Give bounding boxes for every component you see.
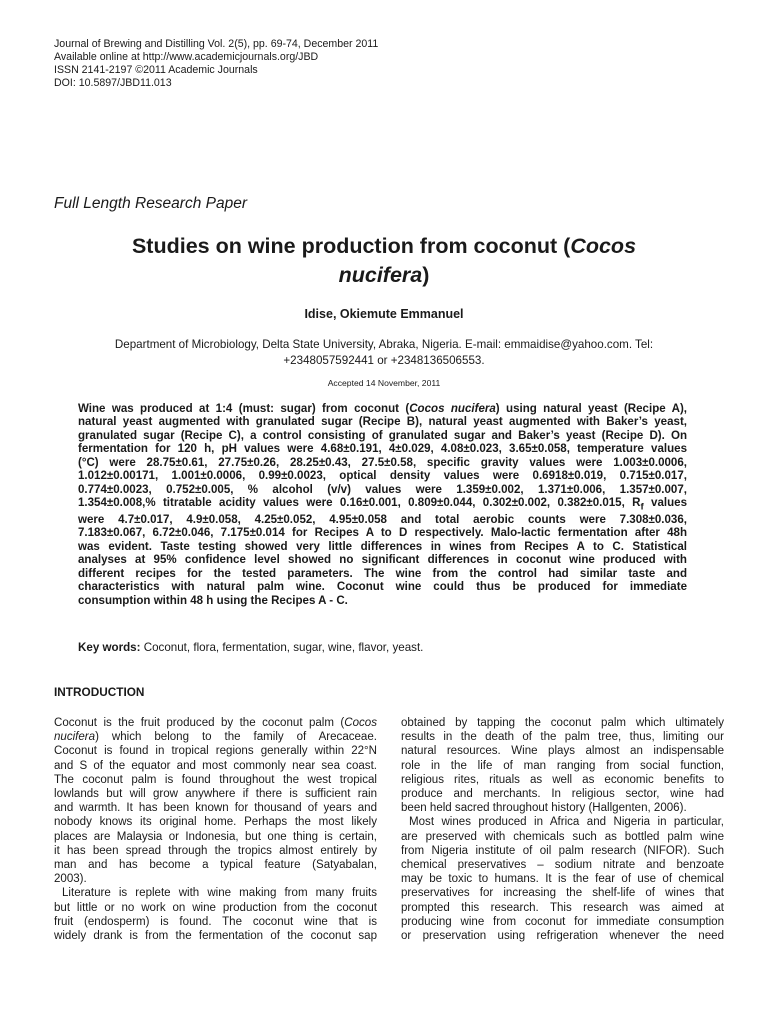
title-close: ) <box>422 263 430 287</box>
body-line: Coconut is found in tropical regions generally within 22°N <box>54 745 377 758</box>
journal-info <box>54 38 378 90</box>
title-species-2: nucifera <box>338 263 423 287</box>
body-line: and S of the equator and most commonly near sea coast. <box>54 759 377 772</box>
body-line: been held sacred throughout history (Hallgenten, 2006). <box>401 802 687 815</box>
abstract-line: Wine was produced at 1:4 (must: sugar) from coconut (Cocos nucifera) using natural yeast (Recipe A), <box>78 403 687 415</box>
body-line: nobody knows its original home. Perhaps the most likely <box>54 816 377 829</box>
accepted-date: Accepted 14 November, 2011 <box>327 378 441 388</box>
body-line: producing wine from coconut for immediate consumption <box>401 915 724 928</box>
body-line: it has been spread through the tropics almost entirely by <box>54 844 377 857</box>
body-line: fruit (endosperm) is found. The coconut wine that is <box>54 915 377 928</box>
body-line: Coconut is the fruit produced by the coconut palm (Cocos <box>54 717 377 729</box>
body-line: Literature is replete with wine making from many fruits <box>62 887 377 900</box>
abstract-line: 0.774±0.0023, 0.752±0.005, % alcohol (v/v) values were 1.359±0.002, 1.371±0.006, 1.357±0.007, <box>78 483 687 496</box>
body-line: or preservation using refrigeration whenever the need <box>401 930 724 943</box>
body-line: from Nigeria institute of oil palm research (NIFOR). Such <box>401 844 724 857</box>
body-line: natural resources. Wine plays almost an indispensable <box>401 745 724 758</box>
left-column <box>54 716 377 943</box>
body-line: 2003). <box>54 873 87 886</box>
keywords-label: Key words: <box>78 641 141 654</box>
section-heading-introduction: INTRODUCTION <box>54 685 145 699</box>
body-line: nucifera) which belong to the family of Arecaceae. <box>54 731 377 744</box>
author-affiliation <box>80 337 688 368</box>
journal-issn: ISSN 2141-2197 ©2011 Academic Journals <box>54 64 258 77</box>
body-line: places are Malaysia or Indonesia, but one thing is certain, <box>54 830 377 843</box>
abstract-line: were 4.7±0.017, 4.9±0.058, 4.25±0.052, 4.95±0.058 and total aerobic counts were 7.308±0.036, <box>78 513 687 526</box>
journal-doi: DOI: 10.5897/JBD11.013 <box>54 77 172 90</box>
right-column <box>401 716 724 943</box>
body-line: lowlands but will grow anywhere if there is sufficient rain <box>54 788 377 801</box>
affiliation-line-1: Department of Microbiology, Delta State University, Abraka, Nigeria. E-mail: emmaidise@yahoo.com. Tel: <box>114 338 654 351</box>
body-line: obtained by tapping the coconut palm which ultimately <box>401 717 724 729</box>
body-line: but little or no work on wine production from the coconut <box>54 901 377 914</box>
body-line: role in the life of man ranging from social function, <box>401 759 724 772</box>
author-name: Idise, Okiemute Emmanuel <box>304 307 464 321</box>
abstract-line: different recipes for the tested parameters. The wine from the control had similar taste and <box>78 567 687 580</box>
body-line: Most wines produced in Africa and Nigeria in particular, <box>409 816 724 829</box>
abstract-line: was evident. Taste testing showed very little differences in wines from Recipes A to C. Statistical <box>78 540 687 553</box>
body-line: and warmth. It has been known for thousand of years and <box>54 802 377 815</box>
body-line: man and has become a typical feature (Satyabalan, <box>54 859 377 872</box>
abstract-line: natural yeast augmented with granulated sugar (Recipe B), natural yeast augmented with Baker’s yeast, <box>78 416 687 429</box>
abstract <box>78 403 687 608</box>
abstract-line: analyses at 95% confidence level showed no significant differences in coconut wine produced with <box>78 554 687 567</box>
affiliation-line-2: +2348057592441 or +2348136506553. <box>283 353 485 367</box>
body-line: are preserved with chemicals such as bottled palm wine <box>401 830 724 843</box>
journal-online-link[interactable]: Available online at http://www.academicjournals.org/JBD <box>54 51 319 64</box>
abstract-line: characteristics with natural palm wine. Coconut wine could thus be produced for immediate <box>78 581 687 594</box>
body-line: chemical preservatives – sodium nitrate and benzoate <box>401 859 724 872</box>
body-line: prompted this research. This research was aimed at <box>401 901 724 914</box>
abstract-line: consumption within 48 h using the Recipes A - C. <box>78 594 348 607</box>
abstract-line: fermentation for 120 h, pH values were 4.68±0.191, 4±0.029, 4.08±0.023, 3.65±0.058, temperature values <box>78 443 687 456</box>
paper-type: Full Length Research Paper <box>54 195 248 212</box>
keywords-text: Coconut, flora, fermentation, sugar, wine, flavor, yeast. <box>140 641 424 654</box>
title-main: Studies on wine production from coconut ( <box>131 234 571 258</box>
body-line: produce and merchants. In religious sector, wine had <box>401 788 724 801</box>
title-species-1: Cocos <box>570 234 637 258</box>
abstract-line: 7.183±0.067, 6.72±0.046, 7.175±0.014 for Recipes A to D respectively. Malo-lactic fermentation after 48h <box>78 527 687 540</box>
body-line: preservatives for increasing the shelf-life of wines that <box>401 887 724 900</box>
body-line: widely drank is from the fermentation of the coconut sap <box>54 930 377 943</box>
body-line: religious rites, rituals as well as economic benefits to <box>401 773 724 786</box>
journal-citation: Journal of Brewing and Distilling Vol. 2(5), pp. 69-74, December 2011 <box>54 38 379 50</box>
body-line: The coconut palm is found throughout the west tropical <box>54 773 377 786</box>
body-line: results in the death of the palm tree, thus, limiting our <box>401 731 724 744</box>
abstract-line: 1.012±0.00171, 1.001±0.0006, 0.99±0.0023, optical density values were 0.6918±0.019, 0.715±0.017, <box>78 470 687 483</box>
abstract-line: granulated sugar (Recipe C), a control consisting of granulated sugar and Baker’s yeast (Recipe D). On <box>78 429 687 442</box>
paper-title <box>60 232 708 290</box>
body-line: may be toxic to humans. It is the fear of use of chemical <box>401 873 724 886</box>
abstract-line: (°C) were 28.75±0.61, 27.75±0.26, 28.25±0.43, 27.5±0.58, specific gravity values were 1.003±0.0006, <box>78 456 687 469</box>
keywords <box>78 641 687 654</box>
abstract-line: 1.354±0.008,% titratable acidity values were 0.16±0.001, 0.809±0.044, 0.302±0.002, 0.382±0.015, $R_f$ values <box>78 497 687 513</box>
